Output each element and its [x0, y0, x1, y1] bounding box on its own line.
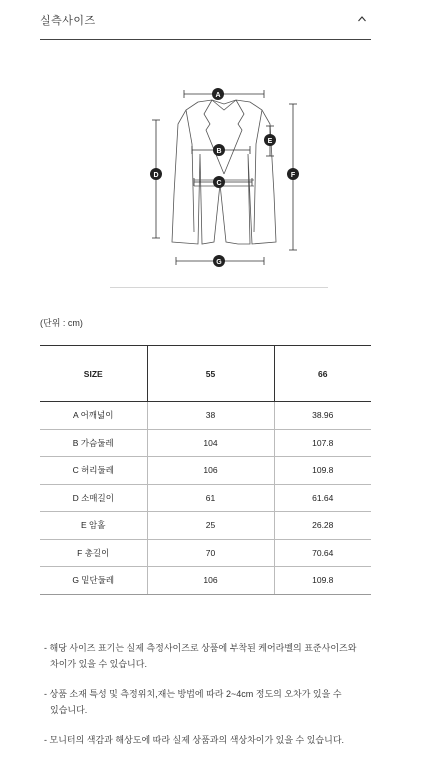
jacket-outline — [172, 100, 276, 244]
svg-text:E: E — [267, 138, 273, 145]
note-item — [44, 686, 384, 718]
header-66: 66 — [274, 346, 371, 402]
unit-label: (단위 : cm) — [40, 318, 83, 328]
table-row — [40, 402, 371, 430]
cell-66: 26.28 — [274, 512, 371, 540]
cell-66: 107.8 — [274, 429, 371, 457]
jacket-measurement-diagram — [140, 84, 310, 274]
svg-text:C: C — [216, 180, 222, 187]
cell-66: 70.64 — [274, 539, 371, 567]
note-text: - 모니터의 색감과 해상도에 따라 실제 상품과의 색상차이가 있을 수 있습니다. — [44, 735, 345, 745]
cell-55: 106 — [147, 457, 274, 485]
row-label: B 가슴둘레 — [40, 429, 147, 457]
table-row — [40, 457, 371, 485]
note-item — [44, 640, 384, 672]
cell-55: 104 — [147, 429, 274, 457]
row-label: E 암홀 — [40, 512, 147, 540]
header-size: SIZE — [40, 346, 147, 402]
row-label: D 소매길이 — [40, 484, 147, 512]
left-lapel — [204, 100, 224, 174]
note-text: - 상품 소재 특성 및 측정위치,재는 방법에 따라 2~4cm 정도의 오차가 있을 수 — [44, 689, 342, 699]
svg-text:F: F — [290, 172, 296, 179]
cell-55: 106 — [147, 567, 274, 595]
diagram-divider — [110, 287, 328, 288]
svg-text:G: G — [216, 259, 222, 266]
cell-55: 38 — [147, 402, 274, 430]
svg-text:D: D — [153, 172, 159, 179]
section-title: 실측사이즈 — [40, 15, 96, 27]
right-lapel — [224, 100, 244, 174]
note-text: 있습니다. — [50, 705, 88, 715]
header-55: 55 — [147, 346, 274, 402]
table-row — [40, 567, 371, 595]
size-notes — [44, 640, 384, 762]
note-text: 차이가 있을 수 있습니다. — [50, 659, 147, 669]
row-label: G 밑단둘레 — [40, 567, 147, 595]
cell-55: 25 — [147, 512, 274, 540]
note-text: - 해당 사이즈 표기는 실제 측정사이즈로 상품에 부착된 케어라벨의 표준사이즈와 — [44, 643, 357, 653]
chevron-up-icon[interactable] — [357, 14, 367, 24]
table-header-row — [40, 346, 371, 402]
cell-55: 70 — [147, 539, 274, 567]
svg-text:A: A — [215, 92, 221, 99]
row-label: C 허리둘레 — [40, 457, 147, 485]
size-table — [40, 345, 371, 595]
cell-66: 38.96 — [274, 402, 371, 430]
cell-66: 61.64 — [274, 484, 371, 512]
cell-66: 109.8 — [274, 457, 371, 485]
cell-66: 109.8 — [274, 567, 371, 595]
table-row — [40, 539, 371, 567]
svg-text:B: B — [216, 148, 222, 155]
table-row — [40, 484, 371, 512]
row-label: A 어깨넓이 — [40, 402, 147, 430]
size-guide-header[interactable] — [40, 0, 371, 40]
table-row — [40, 429, 371, 457]
cell-55: 61 — [147, 484, 274, 512]
note-item — [44, 732, 384, 748]
table-row — [40, 512, 371, 540]
row-label: F 총길이 — [40, 539, 147, 567]
